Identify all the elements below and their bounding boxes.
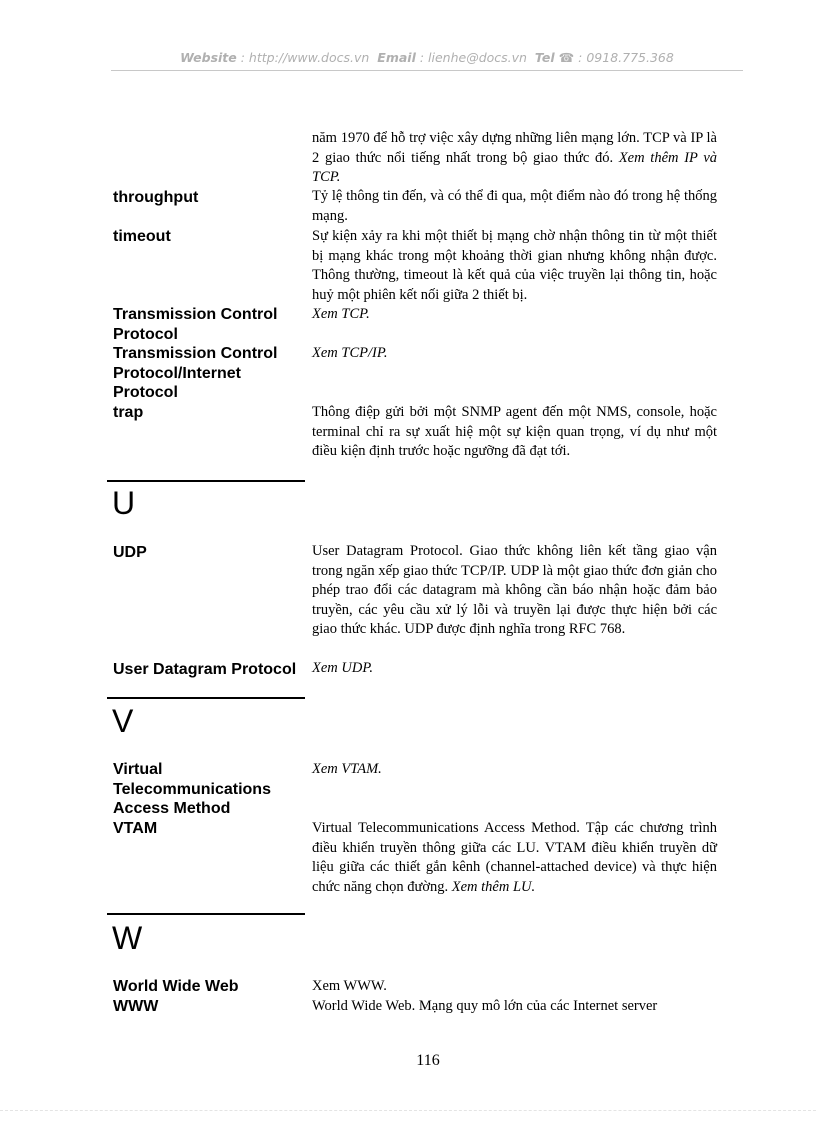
intro-definition: [312, 129, 717, 188]
tel-value: : 0918.775.368: [578, 50, 674, 65]
term-tcp-ip-full: Transmission Control Protocol/Internet Protocol: [113, 345, 278, 402]
definition-www: World Wide Web. Mạng quy mô lớn của các Internet server: [312, 998, 658, 1014]
xref-vtam: Xem VTAM.: [312, 761, 382, 777]
definition-virtual-telecommunications-access-method: [312, 760, 717, 780]
xref-tcp: Xem TCP.: [312, 306, 370, 322]
term-transmission-control-protocol: Transmission Control Protocol: [113, 306, 278, 343]
page-number: 116: [416, 1052, 440, 1069]
term-user-datagram-protocol: User Datagram Protocol: [113, 661, 297, 678]
tel-label: Tel: [534, 50, 555, 65]
term-udp: UDP: [113, 544, 147, 561]
definition-world-wide-web: Xem WWW.: [312, 978, 387, 994]
section-letter-v: V: [112, 703, 134, 739]
definition-udp: User Datagram Protocol. Giao thức không liên kết tầng giao vận trong ngăn xếp giao thức TCP/IP. UDP là một giao thức đơn giản cho phép trao đổi các datagram mà không cần báo nhận hoặc đảm bảo truyền, các yêu cầu xử lý lỗi và truyền lại được thực hiện bởi các giao thức khác. UDP được định nghĩa trong RFC 768.: [312, 543, 717, 637]
definition-timeout: Sự kiện xảy ra khi một thiết bị mạng chờ nhận thông tin từ một thiết bị mạng khác trong một khoảng thời gian nhưng không nhận được. Thông thường, timeout là kết quả của việc truyền lại thông tin, hoặc huỷ một phiên kết nối giữa 2 thiết bị.: [312, 228, 717, 303]
term-throughput: throughput: [113, 189, 199, 206]
term-vtam: VTAM: [113, 820, 158, 837]
term-www: WWW: [113, 998, 159, 1015]
definition-trap: Thông điệp gửi bởi một SNMP agent đến một NMS, console, hoặc terminal chỉ ra sự xuất hiệ một sự kiện quan trọng, ví dụ như một điều kiện định trước hoặc ngưỡng đã đạt tới.: [312, 404, 717, 459]
footer-divider: [0, 1110, 816, 1111]
website-label: Website: [180, 50, 237, 65]
section-letter-u: U: [112, 485, 136, 521]
definition-vtam: [312, 819, 717, 897]
term-trap: trap: [113, 404, 144, 421]
xref-lu: Xem thêm LU.: [451, 878, 536, 895]
section-letter-w: W: [112, 920, 143, 956]
vtam-text: Virtual Telecommunications Access Method. Tập các chương trình điều khiển truyền thông giữa các LU. VTAM điều khiển truyền dữ liệu giữa các thiết gắn kênh (channel-attached device) và thực hiện chức năng chọn đường.: [312, 820, 717, 895]
website-link[interactable]: : http://www.docs.vn: [240, 50, 370, 65]
definition-user-datagram-protocol: [312, 659, 717, 679]
definition-throughput: Tỷ lệ thông tin đến, và có thể đi qua, một điểm nào đó trong hệ thống mạng.: [312, 188, 717, 224]
telephone-icon: ☎: [558, 50, 575, 65]
term-timeout: timeout: [113, 228, 171, 245]
definition-transmission-control-protocol: [312, 305, 717, 325]
email-link[interactable]: : lienhe@docs.vn: [419, 50, 527, 65]
term-world-wide-web: World Wide Web: [113, 978, 239, 995]
xref-tcp-ip: Xem TCP/IP.: [312, 345, 388, 361]
header-divider: [111, 70, 743, 71]
term-virtual-telecommunications-access-method: Virtual Telecommunications Access Method: [113, 761, 271, 818]
intro-xref: Xem thêm IP và TCP.: [312, 149, 718, 185]
section-u-divider: [107, 480, 305, 482]
page-header: [111, 50, 743, 65]
email-label: Email: [377, 50, 416, 65]
section-v-divider: [107, 697, 305, 699]
definition-tcp-ip-full: [312, 344, 717, 364]
section-w-divider: [107, 913, 305, 915]
xref-udp: Xem UDP.: [312, 660, 373, 676]
intro-text: năm 1970 để hỗ trợ việc xây dựng những liên mạng lớn. TCP và IP là 2 giao thức nổi tiếng nhất trong bộ giao thức đó.: [312, 130, 717, 166]
